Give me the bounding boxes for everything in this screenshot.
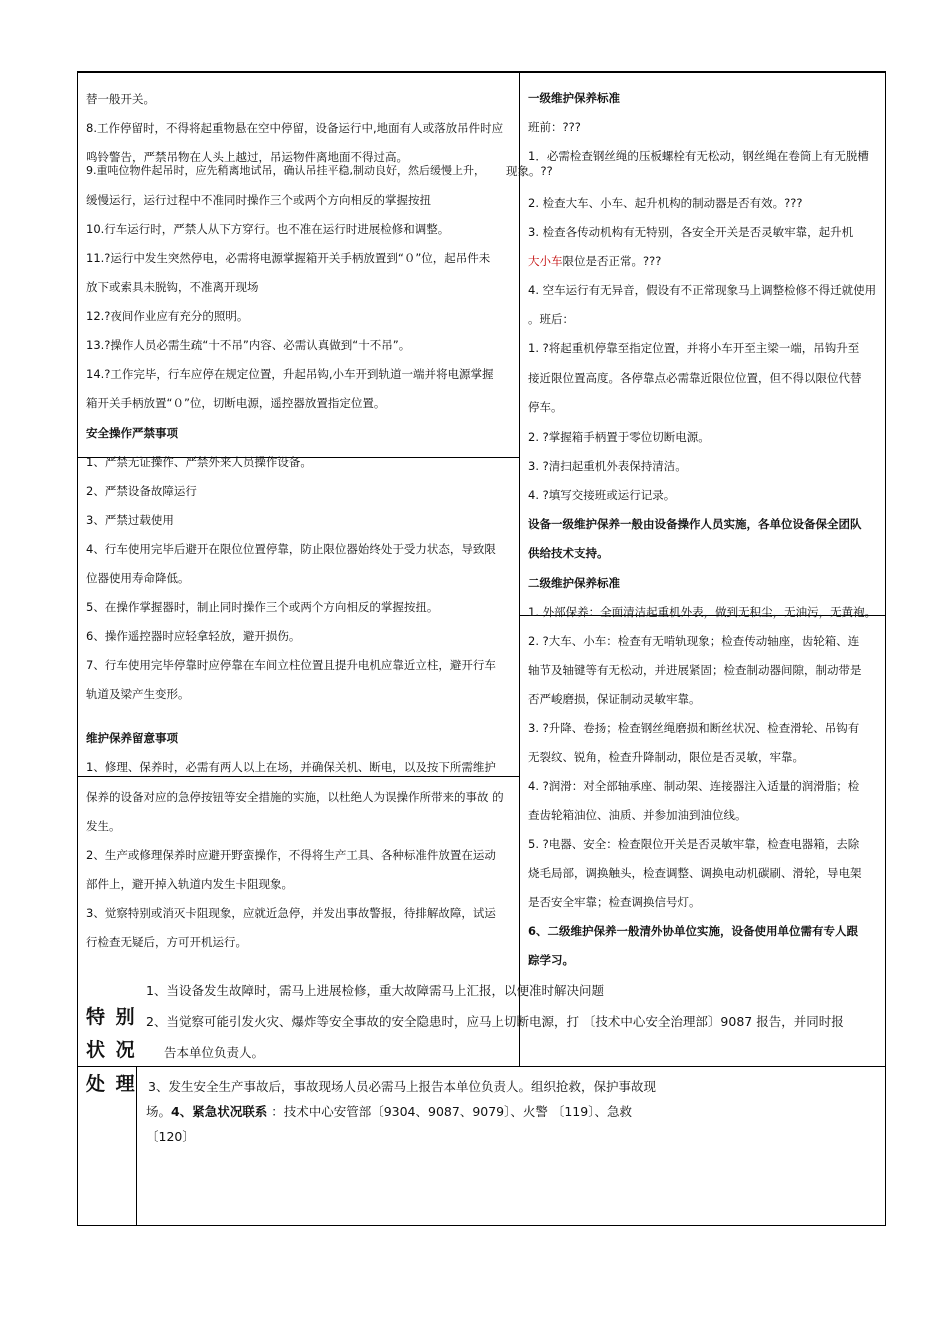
right-text: 1．必需检查钢丝绳的压板螺栓有无松动，钢丝绳在卷筒上有无脱槽 [528,149,869,163]
left-text: 1、修理、保养时，必需有两人以上在场，并确保关机、断电，以及按下所需维护 [86,760,496,774]
right-text: 查齿轮箱油位、油质、并参加油到油位线。 [528,808,747,822]
special-item: 告本单位负责人。 [164,1045,265,1060]
right-text: 4. ?填写交接班或运行记录。 [528,488,676,502]
right-text: 2. ?掌握箱手柄置于零位切断电源。 [528,430,710,444]
level1-heading: 一级维护保养标准 [528,91,620,105]
right-text: 3. ?升降、卷扬；检查钢丝绳磨损和断丝状况、检查滑轮、吊钩有 [528,721,860,735]
right-text: 班前：??? [528,120,581,134]
special-divider [77,1066,886,1067]
column-divider [519,71,520,1066]
level2-heading: 二级维护保养标准 [528,576,620,590]
left-text: 3、严禁过载使用 [86,513,174,527]
left-text: 13.?操作人员必需生疏“十不吊”内容、必需认真做到“十不吊”。 [86,338,411,352]
left-text: 3、觉察特别或消灭卡阻现象，应就近急停，并发出事故警报，待排解故障，试运 [86,906,496,920]
left-text: 1、严禁无证操作、严禁外来人员操作设备。 [86,455,312,469]
right-text: 。班后： [528,312,574,326]
special-item: 1、当设备发生故障时，需马上进展检修，重大故障需马上汇报，以便准时解决问题 [146,983,604,998]
right-text: 1. ?将起重机停靠至指定位置，并将小车开至主梁一端，吊钩升至 [528,341,860,355]
left-text: 8.工作停留时，不得将起重物悬在空中停留，设备运行中,地面有人或落放吊件时应 [86,121,504,135]
maintenance-heading: 维护保养留意事项 [86,731,178,745]
right-text: 4. ?润滑：对全部轴承座、制动架、连接器注入适量的润滑脂；检 [528,779,860,793]
left-text: 替一般开关。 [86,92,155,106]
right-text: 烧毛局部，调换触头，检查调整、调换电动机碳刷、滑轮，导电架 [528,866,862,880]
left-text: 9.重吨位物件起吊时，应先稍离地试吊，确认吊挂平稳,制动良好，然后缓慢上升， [86,164,485,177]
left-text: 10.行车运行时，严禁人从下方穿行。也不准在运行时进展检修和调整。 [86,222,450,236]
left-text: 位器使用寿命降低。 [86,571,190,585]
left-text: 5、在操作掌握器时，制止同时操作三个或两个方向相反的掌握按扭。 [86,600,439,614]
right-text: 是否安全牢靠；检查调换信号灯。 [528,895,701,909]
right-text: 3. ?清扫起重机外表保持清洁。 [528,459,687,473]
safety-heading: 安全操作严禁事项 [86,426,178,440]
right-text: 无裂纹、锐角，检查升降制动，限位是否灵敏，牢靠。 [528,750,804,764]
table-top-border [77,71,886,73]
level1-note: 供给技术支持。 [528,546,609,560]
right-text: 轴节及轴键等有无松动，并进展紧固；检查制动器间隙，制动带是 [528,663,862,677]
right-text: 5. ?电器、安全：检查限位开关是否灵敏牢靠，检查电器箱，去除 [528,837,860,851]
left-divider-2 [77,776,520,777]
left-text: 12.?夜间作业应有充分的照明。 [86,309,249,323]
right-text: 否严峻磨损，保证制动灵敏牢靠。 [528,692,701,706]
level2-note: 6、二级维护保养一般清外协单位实施，设备使用单位需有专人跟 [528,924,858,938]
right-text: 停车。 [528,400,563,414]
left-text: 发生。 [86,819,121,833]
table-bottom-border [77,1225,886,1226]
left-text: 2、严禁设备故障运行 [86,484,197,498]
right-text: 接近限位置高度。各停靠点必需靠近限位位置，但不得以限位代替 [528,371,862,385]
left-text: 11.?运行中发生突然停电，必需将电源掌握箱开关手柄放置到“０”位，起吊件未 [86,251,491,265]
right-text: 4. 空车运行有无异音，假设有不正常现象马上调整检修不得迁就使用 [528,283,877,297]
right-text-line [528,254,661,268]
special-item: 2、当觉察可能引发火灾、爆炸等安全事故的安全隐患时，应马上切断电源，打 〔技术中心安全治理部〕9087 报告，并同时报 [146,1014,844,1029]
level2-note: 踪学习。 [528,953,574,967]
left-text: 部件上，避开掉入轨道内发生卡阻现象。 [86,877,293,891]
special-label: 处 理 [86,1073,137,1095]
highlighted-text: 大小车 [528,254,563,268]
left-text: 2、生产或修理保养时应避开野蛮操作，不得将生产工具、各种标准件放置在运动 [86,848,496,862]
table-left-border [77,71,78,1226]
level1-note: 设备一级维护保养一般由设备操作人员实施，各单位设备保全团队 [528,517,862,531]
right-text: 现象。?? [506,164,553,178]
emergency-contact-label: 4、紧急状况联系 [171,1104,268,1119]
special-item: 3、发生安全生产事故后，事故现场人员必需马上报告本单位负责人。组织抢救，保护事故现 [148,1079,656,1094]
right-text: 3. 检查各传动机构有无特别，各安全开关是否灵敏牢靠，起升机 [528,225,854,239]
left-text: 7、行车使用完毕停靠时应停靠在车间立柱位置且提升电机应靠近立柱，避开行车 [86,658,496,672]
special-label: 状 况 [86,1039,137,1061]
right-text: 1. 外部保养：全面清洁起重机外表，做到无积尘，无油污，无黄袍。 [528,605,877,619]
emergency-contacts: ：技术中心安管部〔9304、9087、9079〕、火警 〔119〕、急救 [267,1104,632,1119]
left-text: 14.?工作完毕，行车应停在规定位置，升起吊钩,小车开到轨道一端并将电源掌握 [86,367,494,381]
right-text: 2. 检查大车、小车、起升机构的制动器是否有效。??? [528,196,803,210]
right-text: 2. ?大车、小车：检查有无啃轨现象；检查传动轴座，齿轮箱、连 [528,634,860,648]
left-text: 行检查无疑后，方可开机运行。 [86,935,247,949]
right-text: 限位是否正常。??? [562,254,662,268]
special-item: 场。 [146,1104,172,1119]
left-text: 放下或索具未脱钩，不准离开现场 [86,280,259,294]
left-text: 保养的设备对应的急停按钮等安全措施的实施，以杜绝人为误操作所带来的事故 的 [86,790,504,804]
special-label: 特 别 [86,1006,137,1028]
left-text: 箱开关手柄放置“０”位，切断电源，遥控器放置指定位置。 [86,396,386,410]
left-text: 缓慢运行，运行过程中不准同时操作三个或两个方向相反的掌握按扭 [86,193,431,207]
special-item: 〔120〕 [146,1129,195,1144]
left-text: 6、操作遥控器时应轻拿轻放，避开损伤。 [86,629,301,643]
special-item-line [146,1104,632,1120]
left-text: 鸣铃警告，严禁吊物在人头上越过，吊运物件离地面不得过高。 [86,150,408,164]
table-right-border [885,71,886,1226]
left-text: 4、行车使用完毕后避开在限位位置停靠，防止限位器始终处于受力状态，导致限 [86,542,496,556]
left-text: 轨道及梁产生变形。 [86,687,190,701]
